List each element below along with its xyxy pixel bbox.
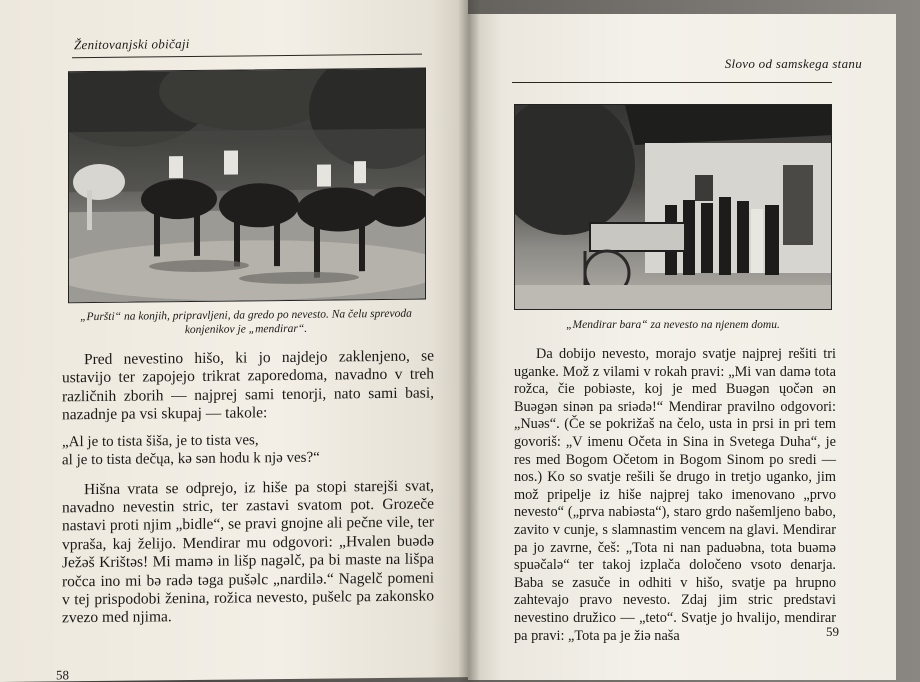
left-header-rule: [72, 54, 422, 59]
right-header-rule: [512, 82, 832, 83]
left-paragraph-1: Pred nevestino hišo, ki jo najdejo zaklenjeno, se ustavijo ter zapojejo trikrat zaporedoma, navadno v treh različnih zborih — najprej sami tenorji, nato sami basi, nazadnje pa vsi skupaj — takole:: [62, 347, 434, 424]
left-body-text: [62, 347, 434, 636]
left-photo-caption: „Puršti“ na konjih, pripravljeni, da gredo po nevesto. Na čelu sprevoda konjenikov je „mendirar“.: [80, 307, 412, 337]
left-paragraph-2: Hišna vrata se odprejo, iz hiše pa stopi starejši svat, navadno nevestin stric, ter zastavi svatom pot. Grozeče nastavi proti njim „bidle“, se pravi gnojne ali pečne vile, ter vpraša, kaj želijo. Mendirar mu odgovori: „Hvalen buədə Ježəš Krištəs! Mi mamə in lišp nagəlč, pa bi maste na lišpa ročca ino mi bə radə tǝga pušəlc „nardilǝ.“ Nagelč pomeni v tej prispodobi ženina, rožica nevesto, pušelc pa zakonsko zvezo med njima.: [62, 477, 434, 627]
right-page-number: 59: [826, 624, 839, 639]
photo-house-cart-illustration: [515, 105, 832, 310]
right-running-head: Slovo od samskega stanu: [724, 56, 862, 71]
left-page-number: 58: [56, 667, 69, 682]
book-gutter: [458, 0, 480, 682]
right-paragraph-1: Da dobijo nevesto, morajo svatje najprej rešiti tri uganke. Mož z vilami v rokah pravi: „Mi van damə tota rožca, čie pobiəste, koj je med Buəgən ųočən ən Buəgən sinən pa sriədə!“ Mendirar pravilno odgovori: „Nuəs“. (Če se pokrižaš na čelo, usta in prsi in pri tem govoriš: „V imenu Očeta in Sina in Svetega Duha“, je res med Bogom Očetom in Bogom Sinom po sredi — nos.) Ko so svatje rešili še drugo in tretjo uganko, jim mož pripelje iz hiše najprej tako imenovano „prvo nevesto“ („prva nabiəsta“), staro grdo našemljeno babo, zavito v cunje, s slamnastim vencem na glavi. Mendirar pa jo zavrne, češ: „Tota ni nan paduəbna, tota buəmə spuəčalə“ ter takoj izplača določeno vsoto denarja. Baba se zasuče in odhiti v hišo, svatje pa hrupno zahtevajo pravo nevesto. Zdaj jim stric predstavi nevestino družico — „teto“. Svatje jo hvalijo, mendirar pa pravi: „Tota pa je žiə naša: [514, 346, 836, 644]
right-body-text: [514, 346, 836, 653]
left-running-head: Ženitovanjski običaji: [74, 36, 190, 53]
verse-line-2: al je to tista dečųa, kə sən hodu k njə ves?“: [62, 449, 320, 468]
verse-line-1: „Al je to tista šiša, je to tista ves,: [62, 431, 259, 450]
right-photo-caption: „Mendirar bara“ za nevesto na njenem domu.: [566, 319, 780, 331]
photo-horsemen: [68, 68, 426, 304]
photo-house-cart: [514, 104, 832, 310]
photo-horsemen-illustration: [69, 69, 426, 304]
verse: [62, 429, 434, 469]
